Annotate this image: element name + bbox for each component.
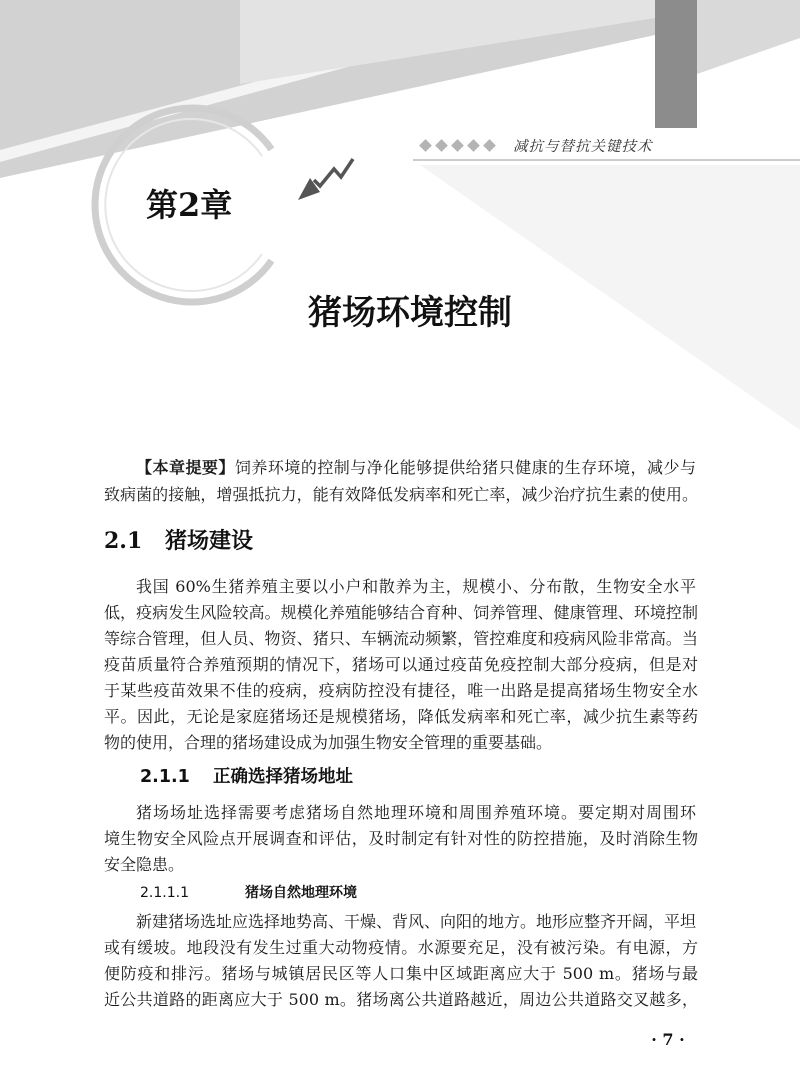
- diamond-icon: [419, 139, 432, 152]
- paragraph-line: 我国 60%生猪养殖主要以小户和散养为主，规模小、分布散，生物安全水平: [136, 577, 696, 596]
- subsection-number: 2.1.1: [140, 767, 190, 787]
- summary-label: 【本章提要】: [136, 458, 235, 477]
- paragraph-line: 近公共道路的距离应大于 500 m。猪场离公共道路越近，周边公共道路交叉越多，: [104, 990, 698, 1009]
- summary-text: 饲养环境的控制与净化能够提供给猪只健康的生存环境，减少与: [234, 458, 696, 477]
- paragraph-line: 新建猪场选址应选择地势高、干燥、背风、向阳的地方。地形应整齐开阔，平坦: [136, 912, 697, 931]
- paragraph-line: 等综合管理，但人员、物资、猪只、车辆流动频繁，管控难度和疫病风险非常高。当: [104, 629, 698, 648]
- paragraph-line: 疫苗质量符合养殖预期的情况下，猪场可以通过疫苗免疫控制大部分疫病，但是对: [104, 655, 698, 674]
- paragraph-line: 便防疫和排污。猪场与城镇居民区等人口集中区域距离应大于 500 m。猪场与最: [104, 964, 698, 983]
- paragraph-line: 于某些疫苗效果不佳的疫病，疫病防控没有捷径，唯一出路是提高猪场生物安全水: [104, 681, 698, 700]
- diamond-icon: [435, 139, 448, 152]
- subsubsection-number: 2.1.1.1: [140, 885, 189, 901]
- paragraph-line: 平。因此，无论是家庭猪场还是规模猪场，降低发病率和死亡率，减少抗生素等药: [104, 707, 698, 726]
- summary-line: 致病菌的接触，增强抵抗力，能有效降低发病率和死亡率，减少治疗抗生素的使用。: [104, 485, 698, 504]
- chapter-title: 猪场环境控制: [308, 293, 512, 333]
- paragraph-line: 物的使用，合理的猪场建设成为加强生物安全管理的重要基础。: [104, 733, 553, 752]
- section-title: 猪场建设: [165, 529, 254, 554]
- summary-line: [136, 455, 696, 481]
- running-header: [421, 133, 653, 157]
- dark-vertical-bar: [655, 0, 697, 128]
- diamond-icon: [467, 139, 480, 152]
- section-heading: [104, 526, 253, 556]
- paragraph-line: 猪场场址选择需要考虑猪场自然地理环境和周围养殖环境。要定期对周围环: [136, 803, 696, 822]
- diamond-icon: [451, 139, 464, 152]
- chapter-label: 第2章: [146, 186, 233, 224]
- subsection-title: 正确选择猪场地址: [213, 767, 353, 787]
- paragraph-line: 境生物安全风险点开展调查和评估，及时制定有针对性的防控措施，及时消除生物: [104, 829, 698, 848]
- section-number: 2.1: [104, 528, 143, 554]
- subsubsection-title: 猪场自然地理环境: [245, 885, 357, 901]
- subsubsection-heading: [140, 881, 357, 905]
- paragraph-line: 安全隐患。: [104, 855, 185, 874]
- page-number: · 7 ·: [651, 1030, 685, 1049]
- paragraph-line: 低，疫病发生风险较高。规模化养殖能够结合育种、饲养管理、健康管理、环境控制: [104, 603, 698, 622]
- lightning-arrow-icon: [298, 159, 353, 200]
- running-title: 减抗与替抗关键技术: [513, 138, 653, 155]
- diamond-icon: [483, 139, 496, 152]
- subsection-heading: [140, 764, 353, 790]
- right-corner-band: [697, 0, 800, 74]
- paragraph-line: 或有缓坡。地段没有发生过重大动物疫情。水源要充足，没有被污染。有电源，方: [104, 938, 698, 957]
- chapter-decoration: [0, 0, 800, 440]
